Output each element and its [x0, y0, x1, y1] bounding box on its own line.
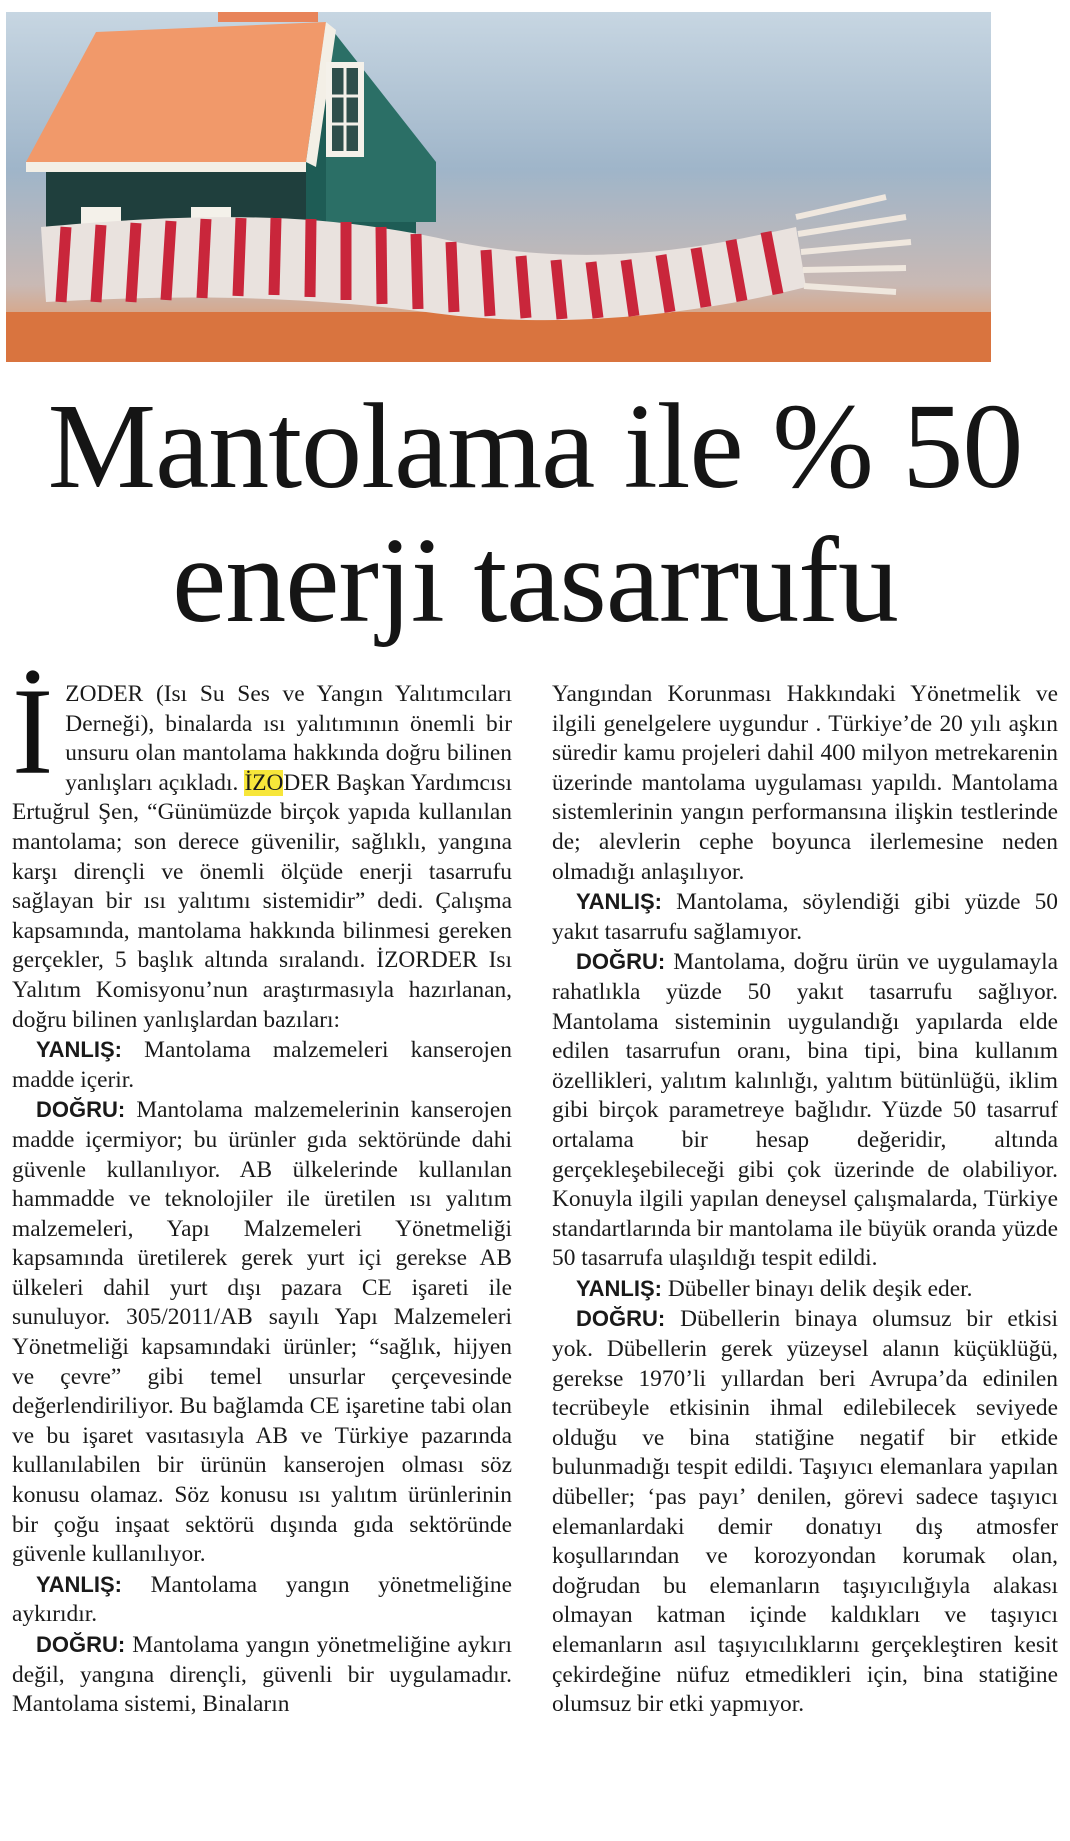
fact-2	[12, 1630, 512, 1720]
fact-1-text: Mantolama malzemelerinin kanserojen madde içermiyor; bu ürünler gıda sektöründe dahi güvenle kullanılıyor. AB ülkelerinde kullanılan hammadde ve teknolojiler ile üretilen ısı yalıtım malzemeleri, Yapı Malzemeleri Yönetmeliği kapsamında üretilerek gerek yurt içi gerekse AB ülkeleri dahil yurt dışı pazara CE işareti ile sunuluyor. 305/2011/AB sayılı Yapı Malzemeleri Yönetmeliği kapsamındaki ürünler; “sağlık, hijyen ve çevre” gibi temel unsurlar çerçevesinde değerlendiriliyor. Bu bağlamda CE işaretine tabi olan ve bu işaret vasıtasıyla AB ve Türkiye pazarında kullanılabilen bir ürünün kanserojen olması söz konusu olamaz. Söz konusu ısı yalıtım ürünlerinin bir çoğu inşaat sektörü dışında gıda sektöründe güvenle kullanılıyor.	[12, 1097, 512, 1568]
headline	[0, 380, 1070, 648]
fact-1	[12, 1095, 512, 1570]
headline-line-1: Mantolama ile % 50	[47, 379, 1023, 514]
intro-text-b: DER Başkan Yardımcısı Ertuğrul Şen, “Günümüzde birçok yapıda kullanılan mantolama; son derece güvenilir, sağlıklı, yangına karşı dirençli ve önemli ölçüde enerji tasarrufu sağlayan bir ısı yalıtımı sistemidir” dedi. Çalışma kapsamında, mantolama hakkında bilinmesi gereken gerçekler, 5 başlık altında sıralandı. İZORDER Isı Yalıtım Komisyonu’nun araştırmasıyla hazırlanan, doğru bilinen yanlışlardan bazıları:	[12, 769, 512, 1033]
fact-2-continued	[552, 680, 1058, 887]
myth-4	[552, 1274, 1058, 1305]
myth-2-text: Mantolama yangın yönetmeliğine aykırıdır.	[12, 1571, 512, 1628]
wrong-label: YANLIŞ:	[576, 889, 662, 915]
fact-4-text: Dübellerin binaya olumsuz bir etkisi yok. Dübellerin gerek yüzeysel alanın küçüklüğü, gerekse 1970’li yıllardan beri Avrupa’da edinilen tecrübeyle etkisinin ihmal edilebilecek seviyede olduğu ve bina statiğine negatif bir etkide bulunmadığı tespit edildi. Taşıyıcı elemanlara yapılan dübeller; ‘pas payı’ denilen, görevi sadece taşıyıcı elemanlardaki demir donatıyı dış atmosfer koşullarından ve korozyondan korumak olan, doğrudan bu elemanların taşıyıcılığıyla alakası olmayan katman içinde kaldıkları ve taşıyıcı elemanların asıl taşıyıcılıklarını gerçekleştiren kesit çekirdeğine nüfuz etmedikleri için, bina statiğine olumsuz bir etki yapmıyor.	[552, 1306, 1058, 1718]
myth-1	[12, 1035, 512, 1095]
fact-3	[552, 947, 1058, 1274]
wrong-label: YANLIŞ:	[36, 1571, 122, 1597]
myth-1-text: Mantolama malzemeleri kanserojen madde içerir.	[12, 1037, 512, 1093]
myth-4-text: Dübeller binayı delik deşik eder.	[661, 1275, 973, 1302]
fact-4	[552, 1304, 1058, 1719]
wrong-label: YANLIŞ:	[36, 1037, 122, 1063]
house-with-scarf-illustration	[6, 12, 991, 362]
drop-cap: İ	[12, 663, 54, 800]
fact-2-text-a: Mantolama yangın yönetmeliğine aykırı değil, yangına dirençli, güvenli bir uygulamadır. Mantolama sistemi, Binaların	[12, 1632, 512, 1718]
myth-3-text: Mantolama, söylendiği gibi yüzde 50 yakıt tasarrufu sağlamıyor.	[552, 889, 1058, 945]
article-column-right	[552, 680, 1058, 1720]
intro-text-a: ZODER (Isı Su Ses ve Yangın Yalıtımcıları Derneği), binalarda ısı yalıtımının önemli bir unsuru olan mantolama hakkında doğru bilinen yanlışları açıkladı.	[65, 681, 512, 796]
intro-paragraph	[12, 663, 512, 1035]
right-label: DOĞRU:	[36, 1632, 126, 1657]
fact-3-text: Mantolama, doğru ürün ve uygulamayla rahatlıkla yüzde 50 yakıt tasarrufu sağlıyor. Mantolama sisteminin uygulandığı yapılarda elde edilen tasarrufun oranı, bina tipi, bina kullanım özellikleri, yalıtım kalınlığı, yalıtım bütünlüğü, iklim gibi birçok parametreye bağlıdır. Yüzde 50 tasarruf ortalama bir hesap değeridir, altında gerçekleşebileceği gibi çok üzerinde de olabiliyor. Konuyla ilgili yapılan deneysel çalışmalarda, Türkiye standartlarında bir mantolama ile büyük oranda yüzde 50 tasarrufa ulaşıldığı tespit edildi.	[552, 949, 1058, 1272]
fact-2-text-b: Yangından Korunması Hakkındaki Yönetmelik ve ilgili genelgelere uygundur . Türkiye’de 20 yılı aşkın süredir kamu projeleri dahil 400 milyon metrekarenin üzerinde mantolama uygulaması yapıldı. Mantolama sistemlerinin yangın performansına ilişkin testlerinde de; alevlerin cephe boyunca ilerlemesine neden olmadığı anlaşılıyor.	[552, 681, 1058, 885]
right-label: DOĞRU:	[36, 1097, 126, 1123]
highlighted-text: İZO	[244, 769, 284, 796]
right-label: DOĞRU:	[576, 949, 666, 975]
headline-line-2: enerji tasarrufu	[172, 513, 898, 648]
myth-2	[12, 1570, 512, 1630]
right-label: DOĞRU:	[576, 1306, 666, 1332]
article-column-left	[12, 663, 512, 1720]
wrong-label: YANLIŞ:	[576, 1275, 662, 1301]
article-photo	[6, 12, 991, 362]
myth-3	[552, 887, 1058, 947]
